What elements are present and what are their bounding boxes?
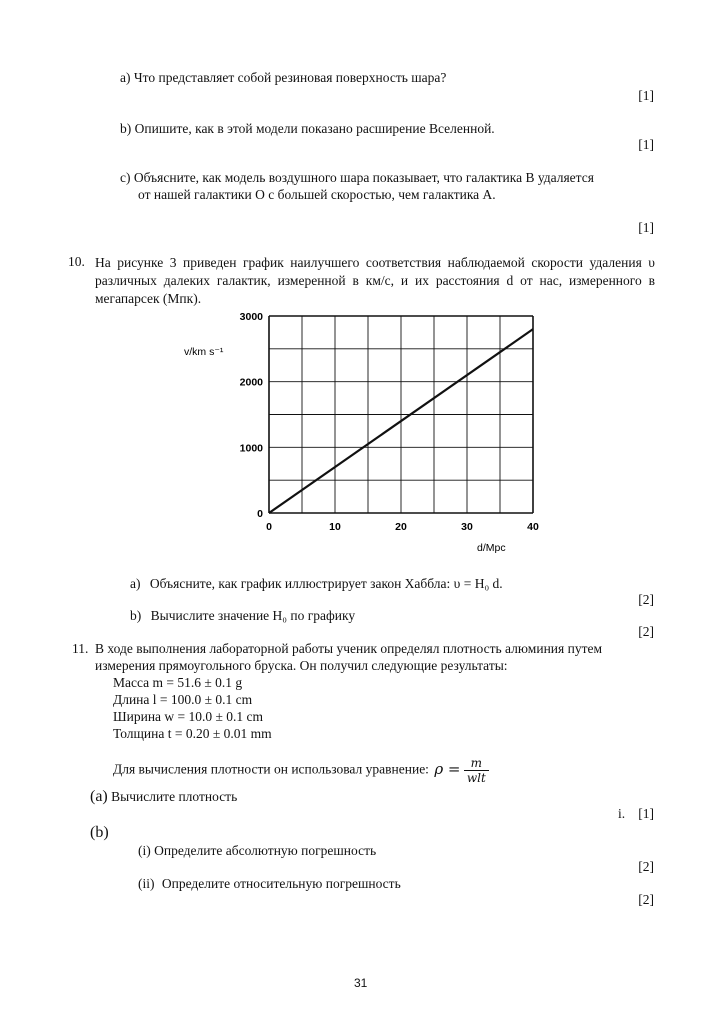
q10-b-mark: [2]	[638, 624, 654, 639]
q9-b-mark: [1]	[638, 137, 654, 152]
q11-equation	[113, 756, 489, 785]
q9-c-label: c)	[120, 170, 131, 185]
q9-b-text: Опишите, как в этой модели показано расширение Вселенной.	[134, 121, 495, 136]
q11-a	[90, 788, 237, 806]
q11-mass: Масса m = 51.6 ± 0.1 g	[113, 675, 243, 690]
q11-a-text: Вычислите плотность	[111, 789, 238, 804]
q11-b-i: (i) Определите абсолютную погрешность	[138, 843, 377, 858]
q11-intro-line1: В ходе выполнения лабораторной работы ученик определял плотность алюминия путем	[95, 641, 603, 656]
x-tick-label: 0	[266, 521, 272, 533]
q10-b-text: Вычислите значение H₀ по графику	[150, 608, 356, 623]
q9-a-text: Что представляет собой резиновая поверхность шара?	[133, 70, 447, 85]
chart-ylabel: v/km s⁻¹	[184, 346, 224, 358]
q11-intro-line2: измерения прямоугольного бруска. Он получил следующие результаты:	[95, 658, 508, 673]
q10-b	[130, 608, 355, 624]
q11-equation-text: Для вычисления плотности он использовал уравнение:	[113, 761, 429, 777]
q11-number: 11.	[72, 641, 89, 656]
q9-a	[120, 70, 446, 86]
q11-b-ii-text: Определите относительную погрешность	[161, 876, 401, 891]
q11-b-i-mark: [2]	[638, 859, 654, 874]
q11-a-label: (a)	[90, 788, 108, 805]
hubble-chart	[175, 305, 575, 555]
q9-c-line1: Объясните, как модель воздушного шара показывает, что галактика В удаляется	[133, 170, 594, 185]
q11-length: Длина l = 100.0 ± 0.1 cm	[113, 692, 253, 707]
q9-a-label: a)	[120, 70, 131, 85]
y-tick-label: 3000	[239, 311, 263, 323]
x-tick-label: 20	[395, 521, 407, 533]
q11-a-mark: [1]	[638, 806, 654, 821]
q11-b-ii-mark: [2]	[638, 892, 654, 907]
page-number: 31	[354, 976, 368, 990]
y-tick-label: 0	[257, 508, 263, 520]
q10-a-mark: [2]	[638, 592, 654, 607]
q11-thickness: Толщина t = 0.20 ± 0.01 mm	[113, 726, 272, 741]
chart-ticks	[240, 311, 539, 533]
q11-equation-num: m	[464, 756, 489, 771]
x-tick-label: 10	[329, 521, 341, 533]
x-tick-label: 30	[461, 521, 473, 533]
chart-xlabel: d/Mpc	[477, 542, 506, 554]
q11-b-ii-label: (ii)	[138, 876, 155, 891]
q10-a-label: a)	[130, 576, 141, 591]
q11-equation-lhs: ρ =	[434, 759, 461, 778]
q11-b-label: (b)	[90, 824, 109, 841]
q11-a-mark-prefix: i.	[618, 806, 626, 821]
y-tick-label: 2000	[239, 376, 263, 389]
x-tick-label: 40	[527, 521, 539, 533]
y-tick-label: 1000	[239, 442, 263, 455]
q10-a	[130, 576, 503, 592]
q9-a-mark: [1]	[638, 88, 654, 103]
q9-b-label: b)	[120, 121, 132, 136]
q11-b-ii	[138, 876, 401, 892]
q10-a-text: Объясните, как график иллюстрирует закон Хаббла: υ = H₀ d.	[149, 576, 503, 591]
q11-equation-fraction	[464, 756, 489, 785]
chart-grid	[269, 316, 533, 513]
q11-equation-den: wlt	[466, 771, 486, 785]
q9-c	[120, 170, 594, 186]
q9-c-line2: от нашей галактики О с большей скоростью, чем галактика А.	[138, 187, 496, 202]
q10-text: На рисунке 3 приведен график наилучшего соответствия наблюдаемой скорости удаления υ различных далеких галактик, измеренной в км/с, и их расстояния d от нас, измеренного в мегапарсек (Мпк).	[95, 255, 655, 306]
q9-c-mark: [1]	[638, 220, 654, 235]
q11-width: Ширина w = 10.0 ± 0.1 cm	[113, 709, 264, 724]
q10-b-label: b)	[130, 608, 142, 623]
q9-b	[120, 121, 495, 137]
q10-number: 10.	[68, 254, 85, 269]
